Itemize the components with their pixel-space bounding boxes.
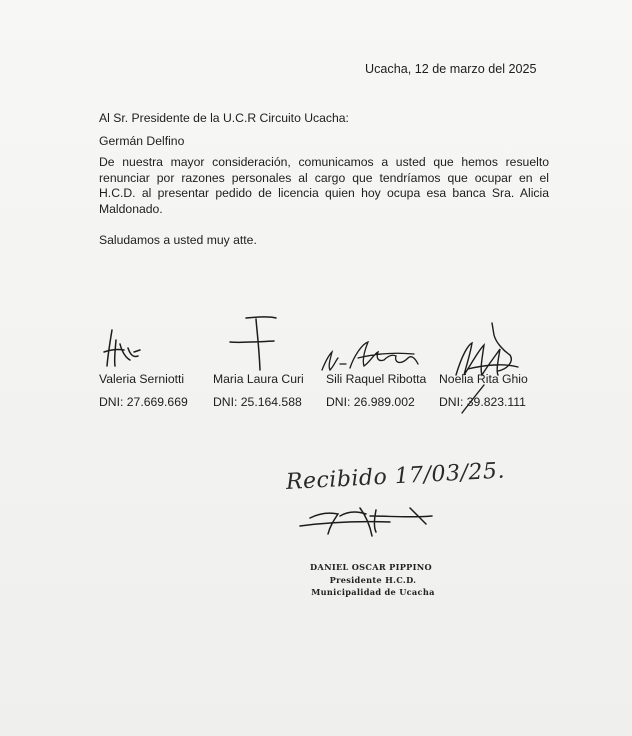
- signatory-dni: DNI: 25.164.588: [213, 395, 302, 409]
- signatory-name: Valeria Serniotti: [99, 372, 185, 386]
- letter-body: De nuestra mayor consideración, comunicamos a usted que hemos resuelto renunciar por razones personales al cargo que tendríamos que ocupar en el H.C.D. al presentar pedido de licencia quien hoy ocupa esa banca Sra. Alicia Maldonado.: [99, 155, 549, 216]
- signatory-dni: DNI: 26.989.002: [326, 395, 415, 409]
- addressee-name: Germán Delfino: [99, 134, 185, 148]
- signatory-dni: DNI: 39.823.111: [439, 395, 526, 409]
- signatory-dni: DNI: 27.669.669: [99, 395, 188, 409]
- addressee-line: Al Sr. Presidente de la U.C.R Circuito Ucacha:: [99, 111, 349, 125]
- stamp-name: DANIEL OSCAR PIPPINO: [310, 562, 432, 572]
- closing-line: Saludamos a usted muy atte.: [99, 233, 257, 247]
- place-date: Ucacha, 12 de marzo del 2025: [365, 62, 537, 76]
- signatory-name: Noelia Rita Ghio: [439, 372, 528, 386]
- signatory-name: Sili Raquel Ribotta: [326, 372, 427, 386]
- stamp-organization: Municipalidad de Ucacha: [311, 587, 435, 597]
- received-handwritten-note: Recibido 17/03/25.: [285, 458, 506, 495]
- receiver-signature: [300, 502, 440, 543]
- signature-valeria-serniotti: [100, 322, 150, 377]
- stamp-title: Presidente H.C.D.: [329, 575, 417, 585]
- signature-maria-laura-curi: [226, 314, 286, 379]
- signatory-name: Maria Laura Curi: [213, 372, 304, 386]
